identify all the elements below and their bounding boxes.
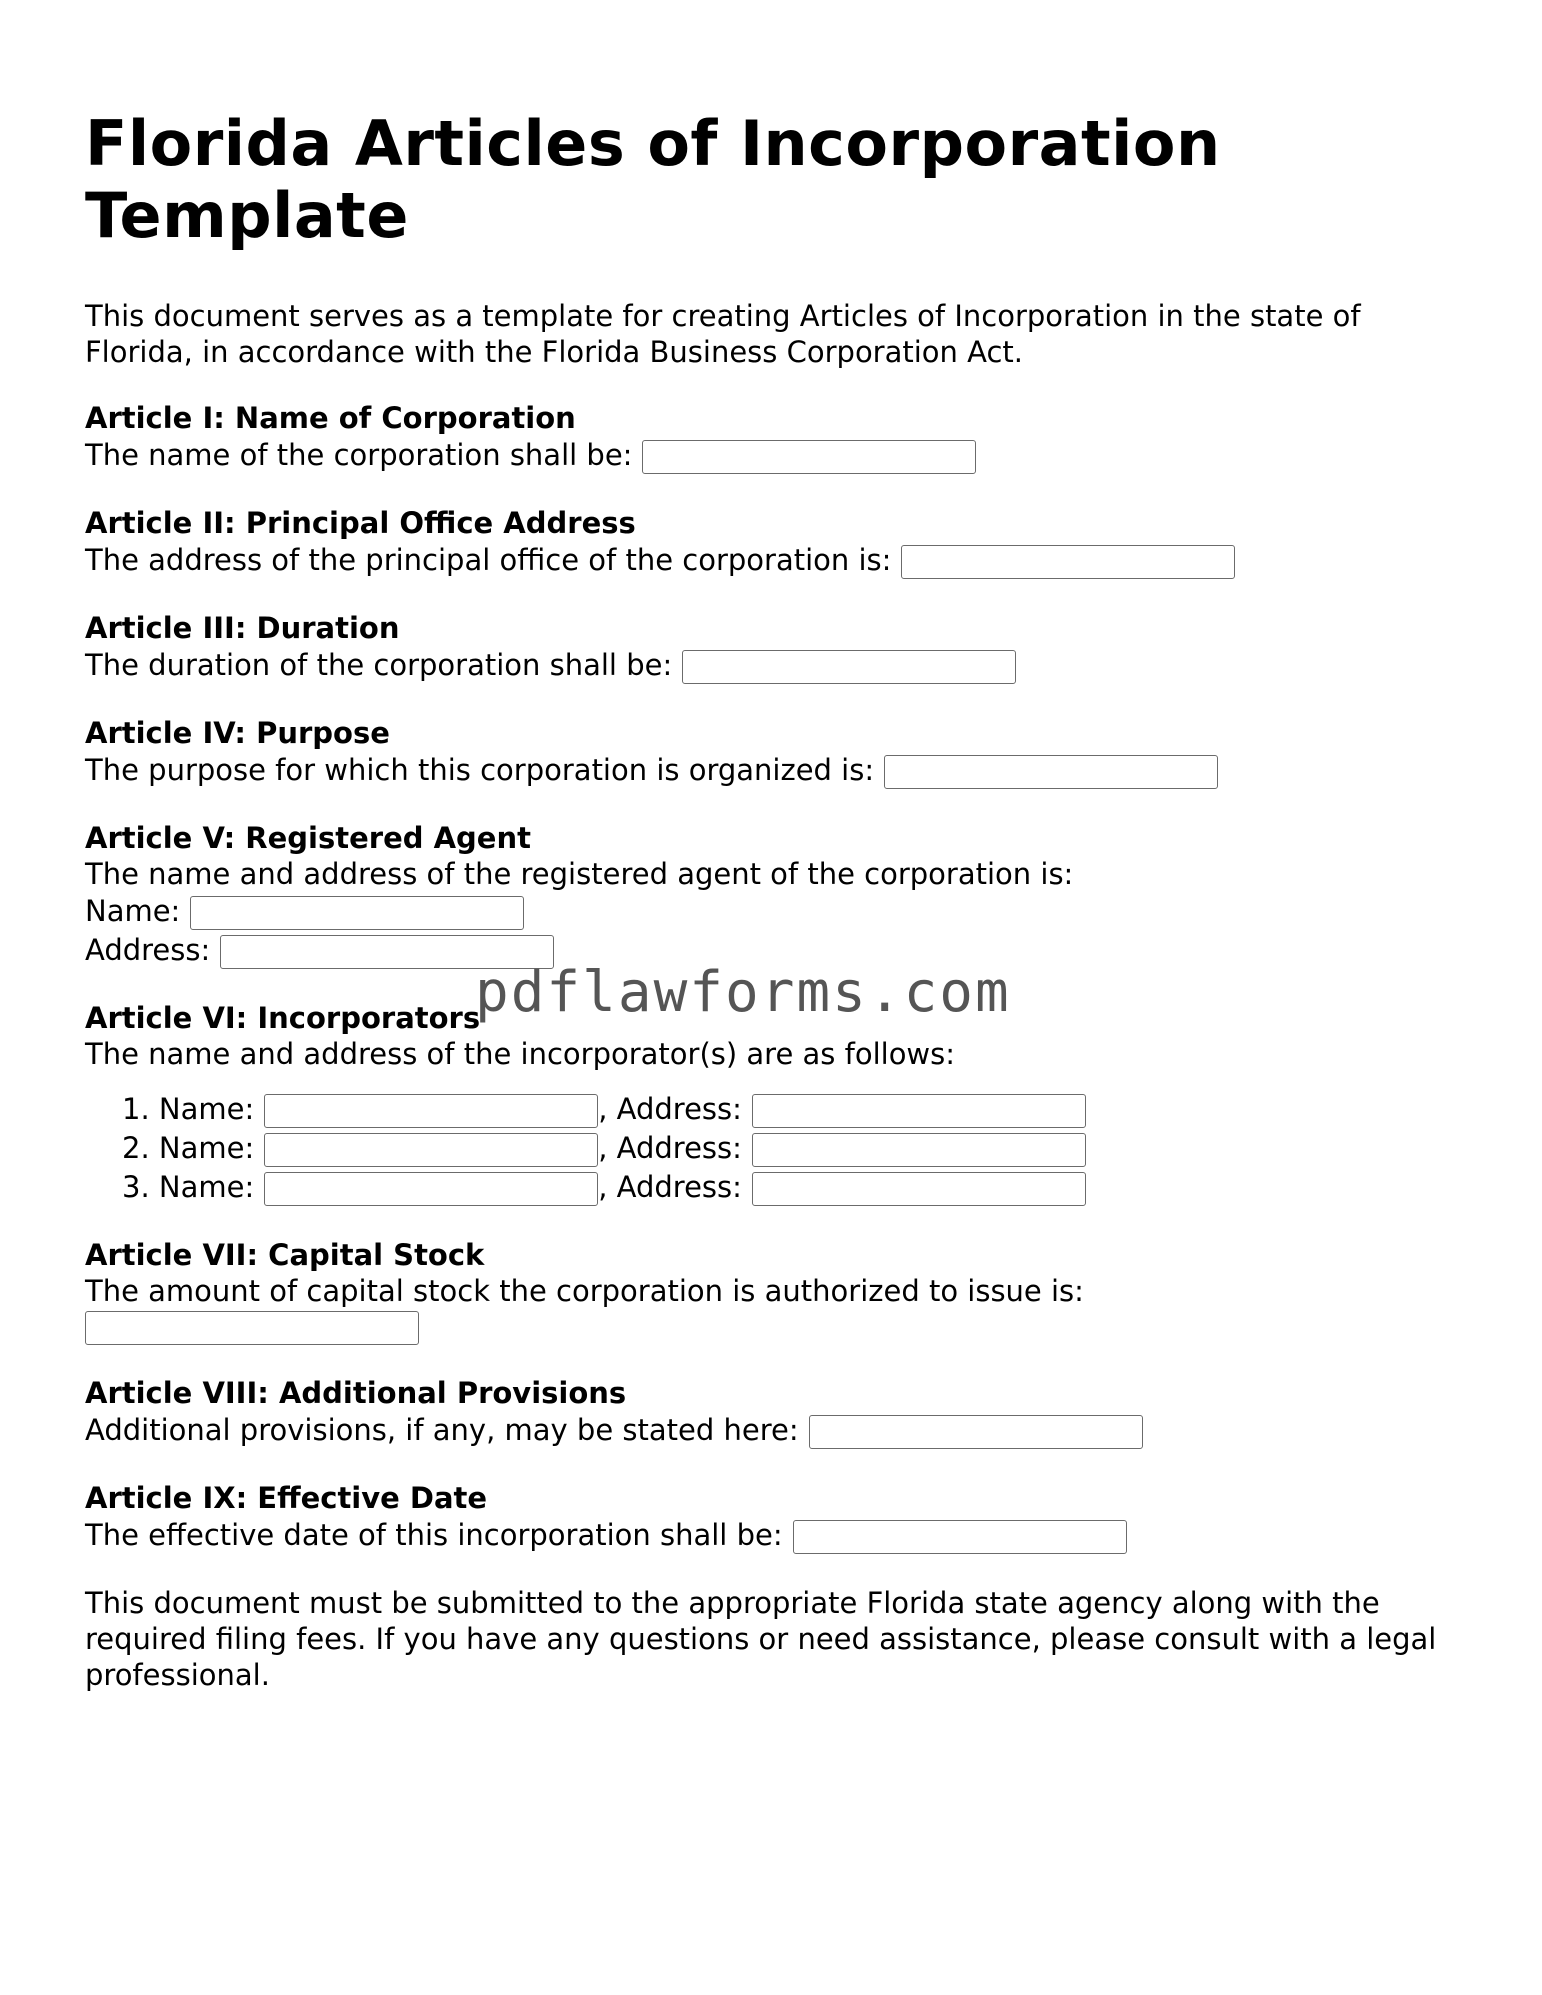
article-2-heading: Article II: Principal Office Address: [85, 506, 636, 540]
incorporator-number: 1.: [122, 1092, 150, 1126]
article-4-row: [85, 751, 1465, 790]
article-3-row: [85, 646, 1465, 685]
additional-provisions-field[interactable]: [809, 1415, 1143, 1449]
article-6-text: The name and address of the incorporator(s) are as follows:: [85, 1037, 956, 1071]
incorporator-3-address-field[interactable]: [752, 1172, 1086, 1206]
document-page: [85, 108, 1465, 1693]
incorporator-name-label: Name:: [158, 1170, 255, 1204]
principal-office-address-field[interactable]: [901, 545, 1235, 579]
article-7-text: The amount of capital stock the corporation is authorized to issue is:: [85, 1274, 1084, 1308]
incorporator-row-3: [122, 1168, 1465, 1207]
article-3-heading: Article III: Duration: [85, 611, 400, 645]
article-9-heading: Article IX: Effective Date: [85, 1481, 488, 1515]
agent-name-label: Name:: [85, 894, 181, 928]
article-8-text: Additional provisions, if any, may be stated here:: [85, 1413, 799, 1447]
article-5-text: The name and address of the registered agent of the corporation is:: [85, 857, 1074, 891]
watermark: pdflawforms.com: [475, 960, 1011, 1025]
article-2-text: The address of the principal office of the corporation is:: [85, 543, 892, 577]
article-7: [85, 1237, 1465, 1345]
article-6-heading: Article VI: Incorporators: [85, 1001, 481, 1035]
article-9-row: [85, 1516, 1465, 1555]
incorporator-3-name-field[interactable]: [264, 1172, 598, 1206]
article-4-heading: Article IV: Purpose: [85, 716, 390, 750]
article-5-heading: Article V: Registered Agent: [85, 821, 531, 855]
incorporator-row-1: [122, 1090, 1465, 1129]
incorporator-name-label: Name:: [158, 1131, 255, 1165]
incorporator-2-address-field[interactable]: [752, 1133, 1086, 1167]
article-3: [85, 610, 1465, 685]
article-7-heading: Article VII: Capital Stock: [85, 1238, 485, 1272]
page-title: Florida Articles of Incorporation Template: [85, 107, 1221, 252]
incorporator-name-label: Name:: [158, 1092, 255, 1126]
article-5: [85, 820, 1465, 970]
article-1-row: [85, 436, 1465, 475]
agent-name-field[interactable]: [190, 896, 524, 930]
article-4-text: The purpose for which this corporation is organized is:: [85, 753, 875, 787]
article-6: [85, 1000, 1465, 1207]
article-3-text: The duration of the corporation shall be:: [85, 648, 673, 682]
agent-address-label: Address:: [85, 933, 211, 967]
incorporator-address-label: , Address:: [598, 1131, 742, 1165]
incorporator-address-label: , Address:: [598, 1170, 742, 1204]
effective-date-field[interactable]: [793, 1520, 1127, 1554]
incorporator-list: [85, 1090, 1465, 1207]
closing-paragraph: This document must be submitted to the appropriate Florida state agency along with the required filing fees. If you have any questions or need assistance, please consult with a legal professional.: [85, 1586, 1437, 1692]
article-9-text: The effective date of this incorporation shall be:: [85, 1518, 783, 1552]
incorporator-address-label: , Address:: [598, 1092, 742, 1126]
incorporator-number: 3.: [122, 1170, 150, 1204]
incorporator-2-name-field[interactable]: [264, 1133, 598, 1167]
article-4: [85, 715, 1465, 790]
article-1: [85, 400, 1465, 475]
article-8: [85, 1375, 1465, 1450]
article-8-row: [85, 1411, 1465, 1450]
article-1-text: The name of the corporation shall be:: [85, 438, 633, 472]
article-8-heading: Article VIII: Additional Provisions: [85, 1376, 627, 1410]
duration-field[interactable]: [682, 650, 1016, 684]
article-1-heading: Article I: Name of Corporation: [85, 401, 576, 435]
incorporator-number: 2.: [122, 1131, 150, 1165]
intro-paragraph: This document serves as a template for creating Articles of Incorporation in the state of Florida, in accordance with the Florida Business Corporation Act.: [85, 299, 1361, 369]
capital-stock-field[interactable]: [85, 1311, 419, 1345]
incorporator-1-address-field[interactable]: [752, 1094, 1086, 1128]
article-2: [85, 505, 1465, 580]
incorporator-1-name-field[interactable]: [264, 1094, 598, 1128]
corporation-name-field[interactable]: [642, 440, 976, 474]
purpose-field[interactable]: [884, 755, 1218, 789]
agent-name-row: [85, 892, 1465, 931]
article-2-row: [85, 541, 1465, 580]
incorporator-row-2: [122, 1129, 1465, 1168]
article-9: [85, 1480, 1465, 1555]
